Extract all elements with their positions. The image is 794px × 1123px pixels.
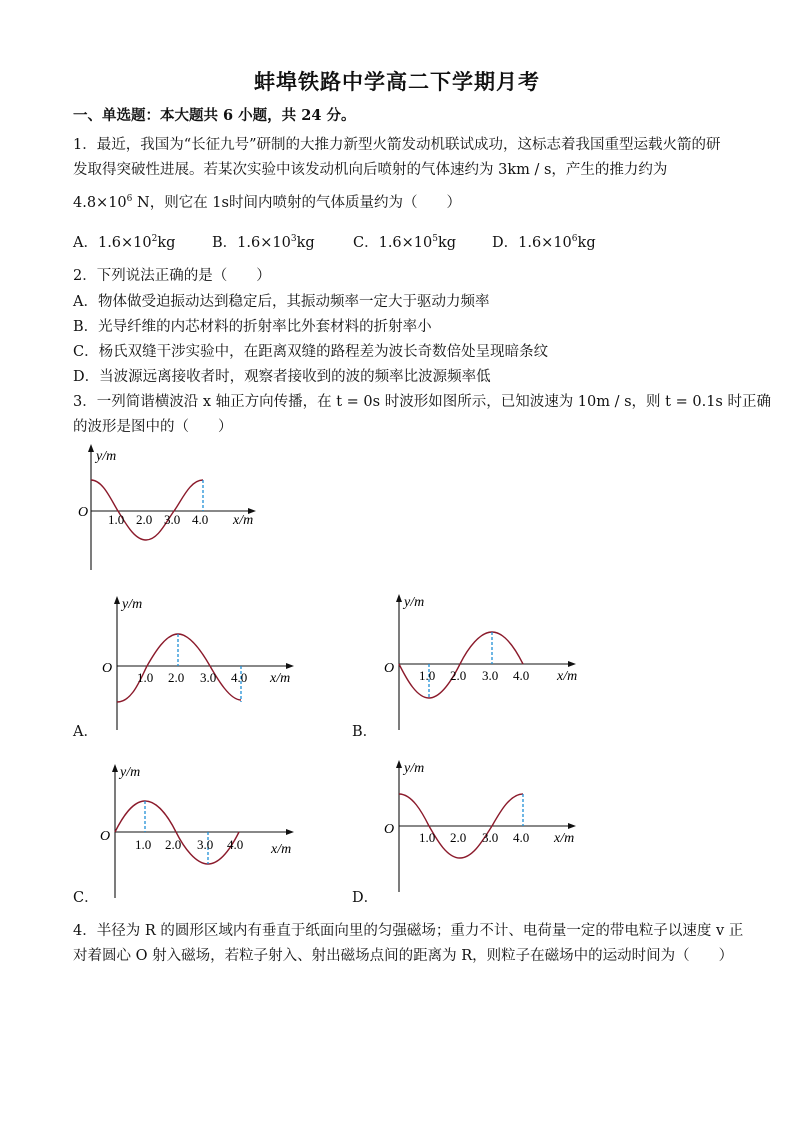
wave-curve [91, 480, 203, 540]
q3-main-waveform-figure [78, 442, 268, 572]
q2-option-b[interactable]: B．光导纤维的内芯材料的折射率比外套材料的折射率小 [73, 319, 432, 335]
tick-label: 3.0 [164, 512, 181, 527]
x-axis-arrow-icon [286, 663, 294, 669]
x-axis-arrow-icon [568, 661, 576, 667]
wave-curve [399, 632, 523, 698]
q4-line1: 4．半径为 R 的圆形区域内有垂直于纸面向里的匀强磁场；重力不计、电荷量一定的带电粒子以速度 v 正 [73, 923, 744, 939]
q2-option-a[interactable]: A．物体做受迫振动达到稳定后，其振动频率一定大于驱动力频率 [73, 294, 490, 310]
q3-line1: 3．一列简谐横波沿 x 轴正方向传播，在 t = 0s 时波形如图所示，已知波速为 10m / s，则 t = 0.1s 时正确 [73, 394, 771, 410]
page-title: 蚌埠铁路中学高二下学期月考 [254, 69, 540, 94]
q2-option-d[interactable]: D．当波源远离接收者时，观察者接收到的波的频率比波源频率低 [73, 369, 491, 385]
y-axis-arrow-icon [88, 444, 94, 452]
tick-label: 3.0 [197, 837, 214, 852]
q3-option-b-figure[interactable] [382, 590, 582, 732]
y-axis-arrow-icon [112, 764, 118, 772]
tick-label: 4.0 [513, 830, 530, 845]
tick-label: 3.0 [482, 668, 499, 683]
q2-option-c[interactable]: C．杨氏双缝干涉实验中，在距离双缝的路程差为波长奇数倍处呈现暗条纹 [73, 344, 549, 360]
tick-label: 1.0 [135, 837, 152, 852]
tick-label: 2.0 [168, 670, 185, 685]
q1-line2: 发取得突破性进展。若某次实验中该发动机向后喷射的气体速约为 3km / s，产生的推力约为 [73, 162, 668, 178]
tick-label: 4.0 [227, 837, 244, 852]
x-axis-label: x/m [270, 671, 291, 686]
origin-label: O [102, 661, 113, 676]
q3-option-a-figure[interactable] [100, 592, 300, 732]
q1-line3: $4.8\times 10^6$ N，则它在 1s时间内喷射的气体质量约为（ ） [73, 194, 461, 211]
y-axis-label: y/m [122, 597, 143, 612]
q1-option-d[interactable]: D．$1.6\times 10^6kg$ [492, 234, 596, 251]
section-heading: 一、单选题：本大题共 6 小题，共 24 分。 [73, 107, 356, 124]
wave-curve [117, 634, 241, 702]
tick-label: 3.0 [482, 830, 499, 845]
tick-label: 2.0 [165, 837, 182, 852]
q4-line2: 对着圆心 O 射入磁场，若粒子射入、射出磁场点间的距离为 R，则粒子在磁场中的运动时间为（ ） [73, 948, 734, 964]
origin-label: O [78, 505, 89, 520]
q3-option-b-label[interactable]: B． [352, 724, 378, 740]
tick-label: 3.0 [200, 670, 217, 685]
y-axis-arrow-icon [396, 760, 402, 768]
x-axis-label: x/m [554, 831, 575, 846]
q3-option-c-figure[interactable] [98, 760, 300, 900]
y-axis-label: y/m [404, 761, 425, 776]
y-axis-arrow-icon [396, 594, 402, 602]
tick-label: 4.0 [192, 512, 209, 527]
q3-option-c-label[interactable]: C． [73, 890, 99, 906]
y-axis-label: y/m [96, 449, 117, 464]
y-axis-label: y/m [404, 595, 425, 610]
tick-label: 4.0 [513, 668, 530, 683]
x-axis-label: x/m [271, 842, 292, 857]
q3-line2: 的波形是图中的（ ） [73, 419, 233, 435]
q3-option-a-label[interactable]: A． [73, 724, 98, 740]
tick-label: 2.0 [450, 668, 467, 683]
tick-label: 1.0 [419, 830, 436, 845]
q1-option-c[interactable]: C．$1.6\times 10^5kg$ [353, 234, 457, 251]
tick-label: 1.0 [137, 670, 154, 685]
q1-line1: 1．最近，我国为“长征九号”研制的大推力新型火箭发动机联试成功，这标志着我国重型运载火箭的研 [73, 137, 721, 153]
q1-option-b[interactable]: B．$1.6\times 10^3kg$ [212, 234, 315, 251]
y-axis-arrow-icon [114, 596, 120, 604]
x-axis-arrow-icon [286, 829, 294, 835]
origin-label: O [384, 661, 395, 676]
tick-label: 2.0 [450, 830, 467, 845]
x-axis-label: x/m [233, 513, 254, 528]
tick-label: 2.0 [136, 512, 153, 527]
origin-label: O [384, 822, 395, 837]
tick-label: 4.0 [231, 670, 248, 685]
x-axis-label: x/m [557, 669, 578, 684]
q1-option-a[interactable]: A．$1.6\times 10^2kg$ [73, 234, 176, 251]
tick-label: 1.0 [419, 668, 436, 683]
tick-label: 1.0 [108, 512, 125, 527]
origin-label: O [100, 829, 111, 844]
x-axis-arrow-icon [568, 823, 576, 829]
q3-option-d-label[interactable]: D． [352, 890, 379, 906]
y-axis-label: y/m [120, 765, 141, 780]
q2-stem: 2．下列说法正确的是（ ） [73, 268, 271, 284]
q3-option-d-figure[interactable] [382, 756, 582, 894]
